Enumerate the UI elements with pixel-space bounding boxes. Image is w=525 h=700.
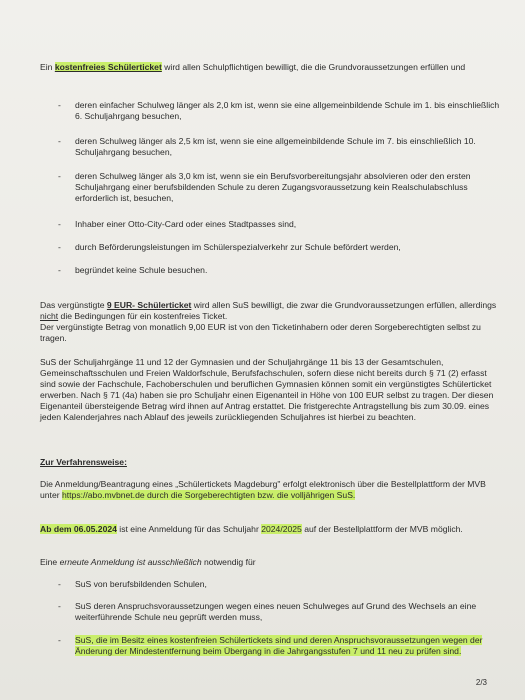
list-item-text: deren Schulweg länger als 3,0 km ist, wenn sie ein Berufsvorbereitungsjahr absolvieren oder den ersten Schuljahrgang einer berufsbildenden Schule zu deren Zugangsvoraussetzung kein Realschulabschluss erforderlich ist, besuchen,: [75, 171, 471, 203]
list-dash: -: [58, 242, 61, 252]
list-dash: -: [58, 100, 61, 110]
reduced-ticket-cost: Der vergünstigte Betrag von monatlich 9,00 EUR ist von den Ticketinhabern oder deren Sorgeberechtigten selbst zu tragen.: [40, 322, 481, 343]
list-item-text: SuS, die im Besitz eines kostenfreien Schülertickets sind und deren Anspruchsvoraussetzungen wegen der Änderung der Mindestentfernung beim Übergang in die Jahrgangsstufen 7 und 11 neu zu prüfen sind.: [75, 635, 483, 656]
list-dash: -: [58, 635, 61, 645]
procedure-paragraph-1: [40, 479, 502, 501]
list-item: [58, 242, 502, 253]
intro-text-end: wird allen Schulpflichtigen bewilligt, die die Grundvoraussetzungen erfüllen und: [161, 62, 466, 72]
sus-paragraph: SuS der Schuljahrgänge 11 und 12 der Gymnasien und der Schuljahrgänge 11 bis 13 der Gesamtschulen, Gemeinschaftsschulen und Freien Waldorfschule, Berufsfachschulen, sofern diese nicht bereits durch § 71 (2) erfasst sind sowie der Fachschule, Fachoberschulen und beruflichen Gymnasien können somit ein vergünstigtes Schülerticket erwerben. Nach § 71 (4a) haben sie pro Schuljahr einen Eigenanteil in Höhe von 100 EUR selbst zu tragen. Der diesen Eigenanteil übersteigende Betrag wird ihnen auf Antrag erstattet. Die fristgerechte Antragstellung bis zum 30.09. eines jeden Kalenderjahres nach Ablauf des jeweils zurückliegenden Schuljahres ist hierbei zu beachten.: [40, 357, 494, 422]
list-item: [58, 579, 502, 590]
list-dash: -: [58, 171, 61, 181]
list-item-text: deren einfacher Schulweg länger als 2,0 km ist, wenn sie eine allgemeinbildende Schule im 1. bis einschließlich 6. Schuljahrgang besuchen,: [75, 100, 500, 121]
reduced-ticket-paragraph: [40, 300, 502, 344]
procedure-text: Eine: [40, 557, 60, 567]
school-year: 2024/2025: [261, 524, 302, 534]
list-item-text: SuS von berufsbildenden Schulen,: [75, 579, 207, 589]
list-item-text: Inhaber einer Otto-City-Card oder eines Stadtpasses sind,: [75, 219, 297, 229]
free-ticket-term: kostenfreies Schülerticket: [54, 62, 162, 72]
reduced-ticket-line: [40, 300, 502, 322]
list-item-text: deren Schulweg länger als 2,5 km ist, wenn sie eine allgemeinbildende Schule im 7. bis einschließlich 10. Schuljahrgang besuchen,: [75, 136, 476, 157]
list-item-text: durch Beförderungsleistungen im Schülerspezialverkehr zur Schule befördert werden,: [75, 242, 401, 252]
list-dash: -: [58, 579, 61, 589]
list-dash: -: [58, 136, 61, 146]
page-number: 2/3: [475, 678, 487, 687]
reduced-ticket-term: 9 EUR- Schülerticket: [106, 300, 192, 310]
list-dash: -: [58, 265, 61, 275]
nicht-emphasis: nicht: [40, 311, 59, 321]
start-date: Ab dem 06.05.2024: [40, 524, 117, 534]
list-dash: -: [58, 601, 61, 611]
list-item-text: SuS deren Anspruchsvoraussetzungen wegen eines neuen Schulweges auf Grund des Wechsels an eine weiterführende Schule neu geprüft werden muss,: [75, 601, 477, 622]
list-item: [58, 265, 502, 276]
reduced-text-mid: wird allen SuS bewilligt, die zwar die Grundvoraussetzungen erfüllen, allerdings: [191, 300, 497, 310]
list-item: [58, 171, 502, 204]
renewal-emphasis: erneute Anmeldung ist ausschließlich: [59, 557, 202, 567]
intro-text-start: Ein: [40, 62, 55, 72]
list-item-text: begründet keine Schule besuchen.: [75, 265, 208, 275]
procedure-text: Die Anmeldung/Beantragung eines „Schülertickets Magdeburg" erfolgt elektronisch über die Bestellplattform der MVB unter: [40, 479, 486, 500]
intro-paragraph: [40, 62, 502, 73]
list-item: [58, 136, 502, 158]
procedure-text: notwendig für: [201, 557, 256, 567]
procedure-heading: Zur Verfahrensweise:: [40, 457, 127, 467]
list-item: [58, 635, 502, 657]
reduced-text-start: Das vergünstigte: [40, 300, 107, 310]
procedure-paragraph-3: [40, 557, 502, 568]
list-item: [58, 601, 502, 623]
procedure-text: ist eine Anmeldung für das Schuljahr: [116, 524, 262, 534]
list-item: [58, 219, 502, 230]
order-platform-url: https://abo.mvbnet.de durch die Sorgeberechtigten bzw. die volljährigen SuS.: [61, 490, 356, 500]
list-item: [58, 100, 502, 122]
reduced-text-end: die Bedingungen für ein kostenfreies Ticket.: [58, 311, 228, 321]
procedure-text: auf der Bestellplattform der MVB möglich.: [301, 524, 463, 534]
list-dash: -: [58, 219, 61, 229]
procedure-paragraph-2: [40, 524, 502, 535]
